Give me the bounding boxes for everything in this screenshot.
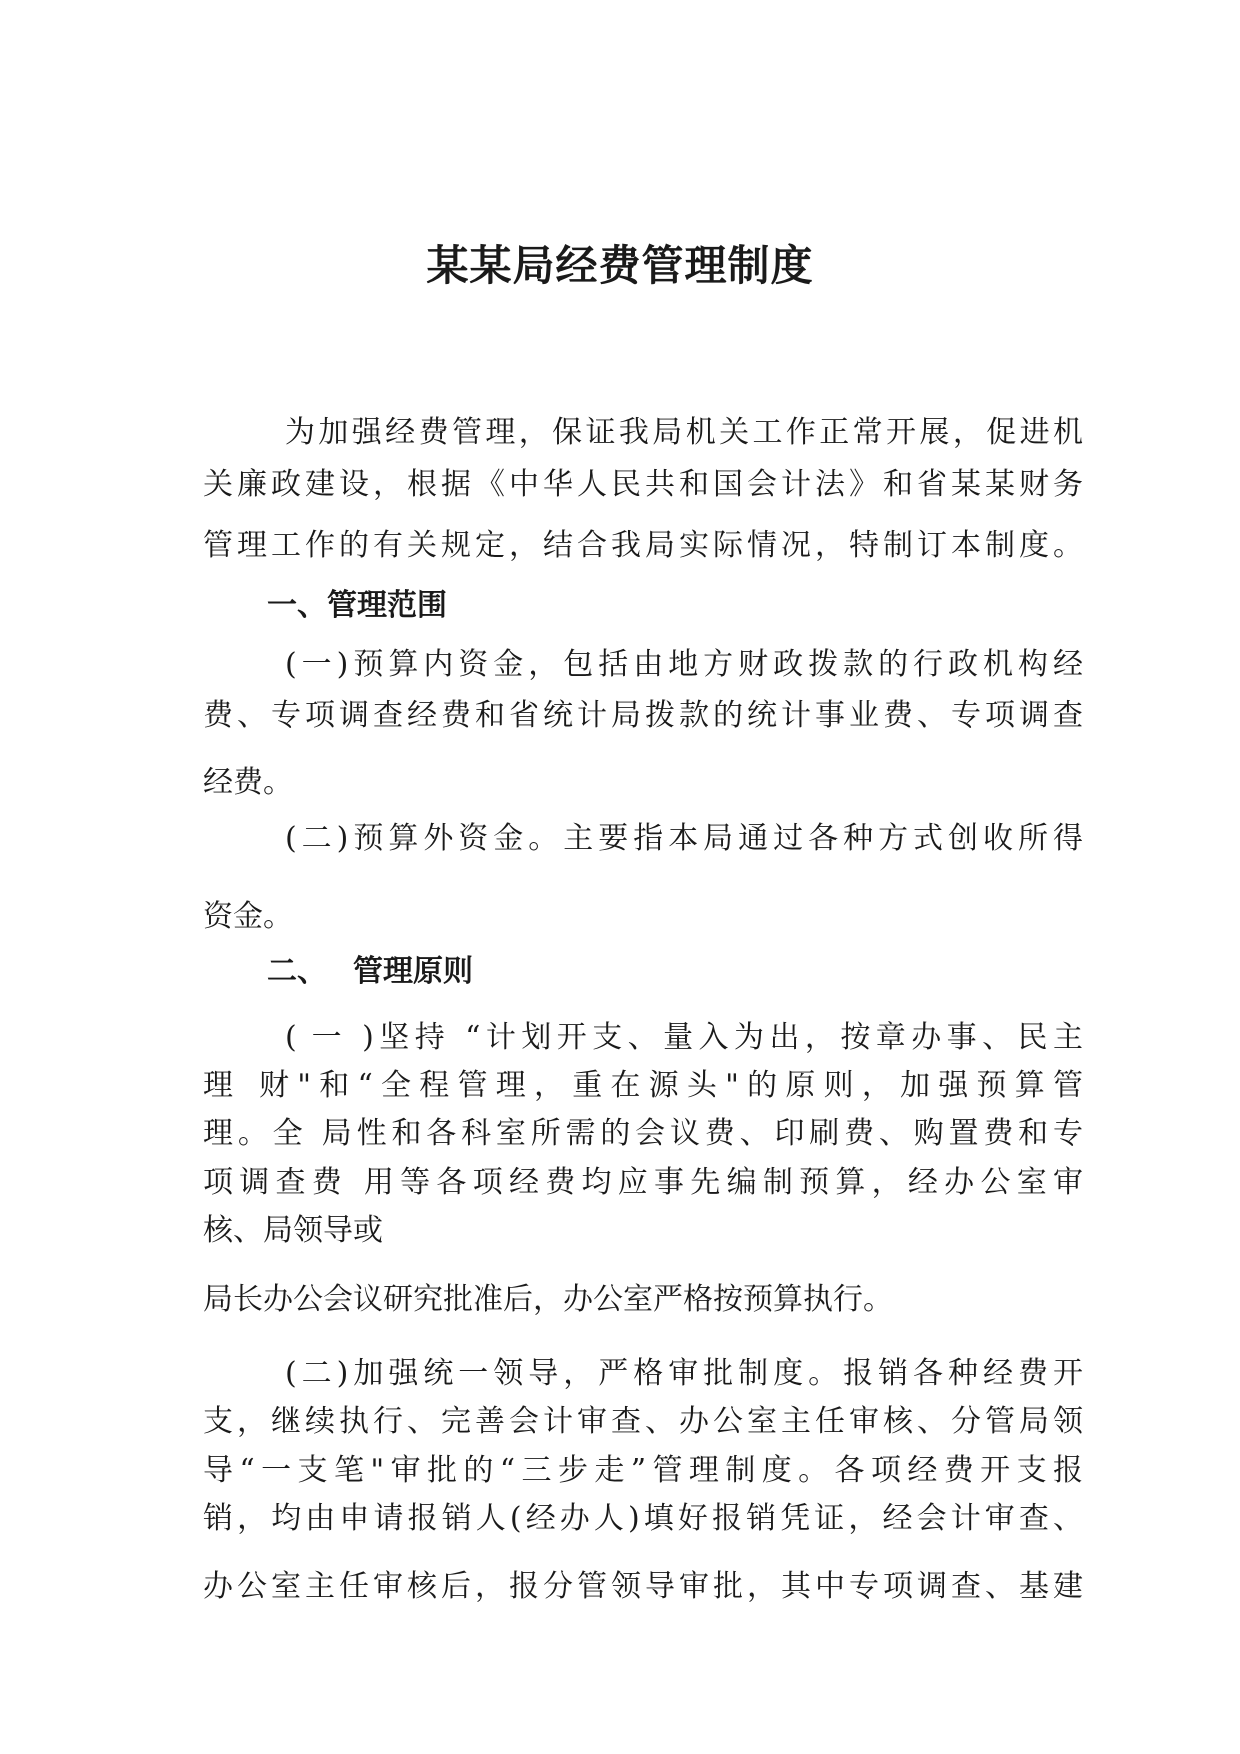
section-2-item-2-line-2: 支，继续执行、完善会计审查、办公室主任审核、分管局领 (203, 1404, 1083, 1439)
section-2-item-1-line-2: 理 财"和“全程管理，重在源头"的原则，加强预算管 (203, 1068, 1083, 1103)
section-1-item-1-line-2: 费、专项调查经费和省统计局拨款的统计事业费、专项调查 (203, 698, 1083, 733)
section-2-heading (267, 952, 473, 992)
section-2-item-2-line-4: 销，均由申请报销人(经办人)填好报销凭证，经会计审查、 (203, 1501, 1083, 1536)
section-1-item-2-line-2: 资金。 (203, 899, 293, 934)
section-1-item-1-line-1: (一)预算内资金，包括由地方财政拨款的行政机构经 (285, 647, 1083, 682)
section-2-item-1-line-3: 理。全 局性和各科室所需的会议费、印刷费、购置费和专 (203, 1116, 1083, 1151)
section-2-heading-number: 二、 (267, 954, 327, 989)
section-2-heading-text: 管理原则 (353, 954, 473, 989)
intro-line-2: 关廉政建设，根据《中华人民共和国会计法》和省某某财务 (203, 467, 1083, 502)
section-2-item-1-line-1: ( 一 )坚持 “计划开支、量入为出，按章办事、民主 (285, 1020, 1083, 1055)
intro-line-1: 为加强经费管理，保证我局机关工作正常开展，促进机 (285, 415, 1083, 450)
section-2-item-2-line-5: 办公室主任审核后，报分管领导审批，其中专项调查、基建 (203, 1569, 1083, 1604)
section-2-item-2-line-1: (二)加强统一领导，严格审批制度。报销各种经费开 (285, 1356, 1083, 1391)
section-1-heading: 一、管理范围 (267, 588, 447, 623)
intro-line-3: 管理工作的有关规定，结合我局实际情况，特制订本制度。 (203, 528, 1083, 563)
section-2-item-1-line-5: 核、局领导或 (203, 1213, 383, 1248)
document-title: 某某局经费管理制度 (426, 241, 814, 290)
section-1-item-1-line-3: 经费。 (203, 765, 293, 800)
section-1-item-2-line-1: (二)预算外资金。主要指本局通过各种方式创收所得 (285, 821, 1083, 856)
section-2-item-1-line-4: 项调查费 用等各项经费均应事先编制预算，经办公室审 (203, 1165, 1083, 1200)
section-2-item-2-line-3: 导“一支笔"审批的“三步走”管理制度。各项经费开支报 (203, 1453, 1083, 1488)
section-2-item-1-line-6: 局长办公会议研究批准后，办公室严格按预算执行。 (203, 1282, 893, 1317)
